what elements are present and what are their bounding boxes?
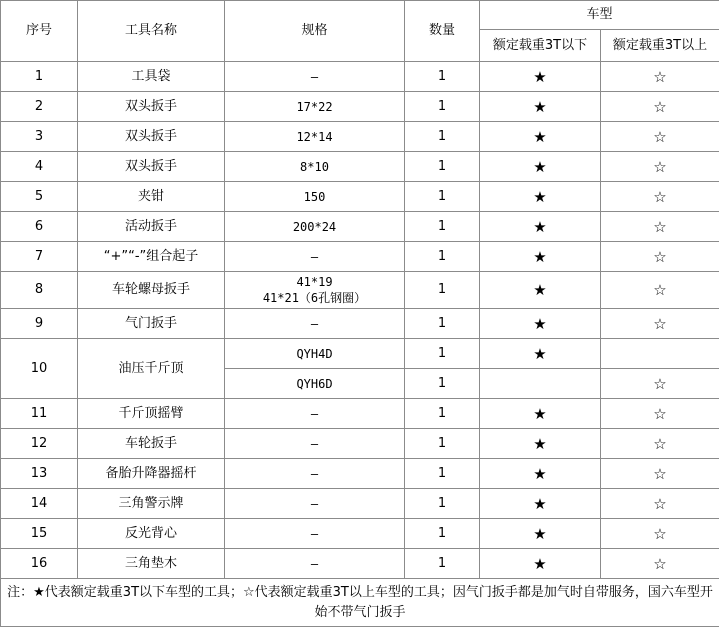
table-row [1, 152, 719, 182]
cell-seq: 6 [1, 212, 78, 242]
cell-qty: 1 [405, 519, 480, 549]
cell-below-3t: ★ [480, 212, 601, 242]
cell-seq: 16 [1, 549, 78, 579]
cell-qty: 1 [405, 399, 480, 429]
cell-name: 车轮螺母扳手 [78, 272, 225, 309]
cell-spec [225, 272, 405, 309]
cell-qty: 1 [405, 92, 480, 122]
cell-above-3t: ☆ [601, 549, 719, 579]
cell-seq: 4 [1, 152, 78, 182]
cell-below-3t: ★ [480, 399, 601, 429]
table-row [1, 309, 719, 339]
cell-name: 反光背心 [78, 519, 225, 549]
cell-seq: 15 [1, 519, 78, 549]
header-seq: 序号 [1, 1, 78, 62]
cell-name: 气门扳手 [78, 309, 225, 339]
cell-seq: 5 [1, 182, 78, 212]
cell-qty: 1 [405, 182, 480, 212]
table-row [1, 92, 719, 122]
cell-below-3t: ★ [480, 122, 601, 152]
cell-name: 活动扳手 [78, 212, 225, 242]
cell-name: 千斤顶摇臂 [78, 399, 225, 429]
cell-spec: — [225, 489, 405, 519]
table-row [1, 489, 719, 519]
cell-above-3t: ☆ [601, 92, 719, 122]
cell-above-3t: ☆ [601, 489, 719, 519]
cell-qty: 1 [405, 242, 480, 272]
cell-above-3t: ☆ [601, 62, 719, 92]
cell-spec: — [225, 242, 405, 272]
cell-name: “+”“-”组合起子 [78, 242, 225, 272]
cell-spec: — [225, 62, 405, 92]
cell-below-3t: ★ [480, 459, 601, 489]
cell-seq: 11 [1, 399, 78, 429]
cell-qty: 1 [405, 459, 480, 489]
cell-above-3t: ☆ [601, 519, 719, 549]
cell-spec-line: 41*21（6孔钢圈） [225, 290, 404, 306]
cell-above-3t: ☆ [601, 369, 719, 399]
cell-spec: 12*14 [225, 122, 405, 152]
cell-seq: 1 [1, 62, 78, 92]
cell-qty: 1 [405, 549, 480, 579]
cell-seq: 10 [1, 339, 78, 399]
cell-seq: 14 [1, 489, 78, 519]
cell-below-3t: ★ [480, 429, 601, 459]
cell-name: 车轮扳手 [78, 429, 225, 459]
cell-spec: — [225, 309, 405, 339]
cell-spec: 17*22 [225, 92, 405, 122]
cell-qty: 1 [405, 212, 480, 242]
cell-name: 工具袋 [78, 62, 225, 92]
footnote: 注：★代表额定载重3T以下车型的工具；☆代表额定载重3T以上车型的工具；因气门扳手都是加气时自带服务，国六车型开始不带气门扳手 [1, 579, 719, 627]
header-name: 工具名称 [78, 1, 225, 62]
cell-below-3t: ★ [480, 549, 601, 579]
table-row [1, 549, 719, 579]
cell-spec: — [225, 429, 405, 459]
cell-spec-line: 41*19 [225, 274, 404, 290]
cell-seq: 8 [1, 272, 78, 309]
header-below-3t: 额定载重3T以下 [480, 30, 601, 62]
cell-above-3t: ☆ [601, 212, 719, 242]
cell-name: 备胎升降器摇杆 [78, 459, 225, 489]
cell-seq: 3 [1, 122, 78, 152]
cell-spec: — [225, 519, 405, 549]
table-row [1, 122, 719, 152]
cell-name: 夹钳 [78, 182, 225, 212]
cell-seq: 7 [1, 242, 78, 272]
table-row [1, 182, 719, 212]
cell-qty: 1 [405, 369, 480, 399]
cell-qty: 1 [405, 489, 480, 519]
table-row [1, 272, 719, 309]
cell-above-3t: ☆ [601, 152, 719, 182]
cell-below-3t: ★ [480, 272, 601, 309]
cell-above-3t: ☆ [601, 182, 719, 212]
cell-above-3t: ☆ [601, 309, 719, 339]
cell-above-3t: ☆ [601, 459, 719, 489]
cell-seq: 2 [1, 92, 78, 122]
cell-below-3t: ★ [480, 339, 601, 369]
cell-below-3t: ★ [480, 309, 601, 339]
cell-spec: QYH6D [225, 369, 405, 399]
cell-seq: 12 [1, 429, 78, 459]
cell-spec: — [225, 549, 405, 579]
cell-qty: 1 [405, 309, 480, 339]
cell-spec: 200*24 [225, 212, 405, 242]
cell-qty: 1 [405, 152, 480, 182]
cell-name: 三角警示牌 [78, 489, 225, 519]
cell-above-3t: ☆ [601, 242, 719, 272]
table-row [1, 212, 719, 242]
cell-below-3t: ★ [480, 489, 601, 519]
cell-qty: 1 [405, 339, 480, 369]
cell-name: 双头扳手 [78, 152, 225, 182]
table-row [1, 429, 719, 459]
cell-above-3t: ☆ [601, 272, 719, 309]
cell-above-3t: ☆ [601, 399, 719, 429]
table-row [1, 459, 719, 489]
cell-spec: — [225, 459, 405, 489]
cell-above-3t [601, 339, 719, 369]
cell-below-3t: ★ [480, 62, 601, 92]
cell-seq: 9 [1, 309, 78, 339]
cell-qty: 1 [405, 62, 480, 92]
cell-spec: 150 [225, 182, 405, 212]
cell-spec: QYH4D [225, 339, 405, 369]
header-qty: 数量 [405, 1, 480, 62]
cell-below-3t: ★ [480, 242, 601, 272]
table-row [1, 242, 719, 272]
header-spec: 规格 [225, 1, 405, 62]
cell-above-3t: ☆ [601, 122, 719, 152]
cell-spec: — [225, 399, 405, 429]
cell-name: 三角垫木 [78, 549, 225, 579]
cell-name: 双头扳手 [78, 92, 225, 122]
table-row [1, 519, 719, 549]
table-row [1, 339, 719, 369]
cell-below-3t: ★ [480, 92, 601, 122]
cell-qty: 1 [405, 272, 480, 309]
cell-name: 油压千斤顶 [78, 339, 225, 399]
cell-spec: 8*10 [225, 152, 405, 182]
cell-qty: 1 [405, 429, 480, 459]
cell-below-3t: ★ [480, 519, 601, 549]
header-vehicle-type: 车型 [480, 1, 719, 30]
cell-name: 双头扳手 [78, 122, 225, 152]
cell-above-3t: ☆ [601, 429, 719, 459]
cell-below-3t: ★ [480, 152, 601, 182]
table-row [1, 62, 719, 92]
cell-seq: 13 [1, 459, 78, 489]
cell-below-3t: ★ [480, 182, 601, 212]
cell-qty: 1 [405, 122, 480, 152]
cell-below-3t [480, 369, 601, 399]
table-row [1, 399, 719, 429]
header-above-3t: 额定载重3T以上 [601, 30, 719, 62]
